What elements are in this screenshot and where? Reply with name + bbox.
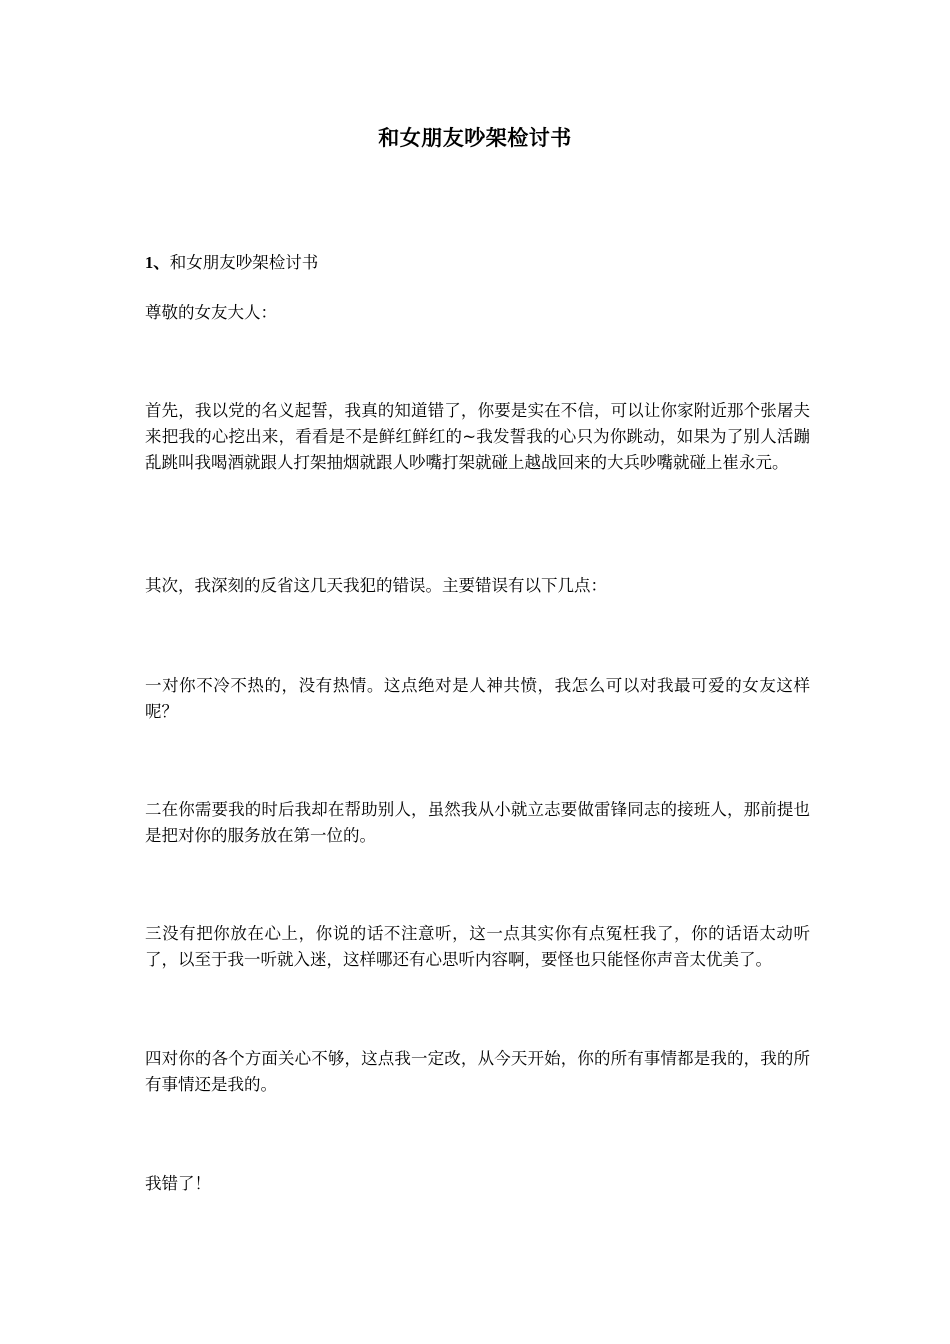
paragraph-mistake-two: 二在你需要我的时后我却在帮助别人，虽然我从小就立志要做雷锋同志的接班人，那前提也是把对你的服务放在第一位的。 [145, 800, 810, 845]
section-number: 1、 [145, 253, 170, 272]
section-heading [145, 250, 810, 276]
paragraph-apology: 我错了！ [145, 1174, 211, 1193]
paragraph-oath: 首先，我以党的名义起誓，我真的知道错了，你要是实在不信，可以让你家附近那个张屠夫来把我的心挖出来，看看是不是鲜红鲜红的~我发誓我的心只为你跳动，如果为了别人活蹦乱跳叫我喝酒就跟人打架抽烟就跟人吵嘴打架就碰上越战回来的大兵吵嘴就碰上崔永元。 [145, 401, 810, 472]
salutation: 尊敬的女友大人： [145, 303, 277, 322]
paragraph-mistake-three: 三没有把你放在心上，你说的话不注意听，这一点其实你有点冤枉我了，你的话语太动听了，以至于我一听就入迷，这样哪还有心思听内容啊，要怪也只能怪你声音太优美了。 [145, 924, 810, 969]
paragraph-reflection-intro: 其次，我深刻的反省这几天我犯的错误。主要错误有以下几点： [145, 576, 607, 595]
document-title: 和女朋友吵架检讨书 [378, 125, 572, 150]
paragraph-mistake-four: 四对你的各个方面关心不够，这点我一定改，从今天开始，你的所有事情都是我的，我的所有事情还是我的。 [145, 1049, 810, 1094]
section-title: 和女朋友吵架检讨书 [169, 253, 319, 272]
paragraph-mistake-one: 一对你不冷不热的，没有热情。这点绝对是人神共愤，我怎么可以对我最可爱的女友这样呢？ [145, 676, 810, 721]
